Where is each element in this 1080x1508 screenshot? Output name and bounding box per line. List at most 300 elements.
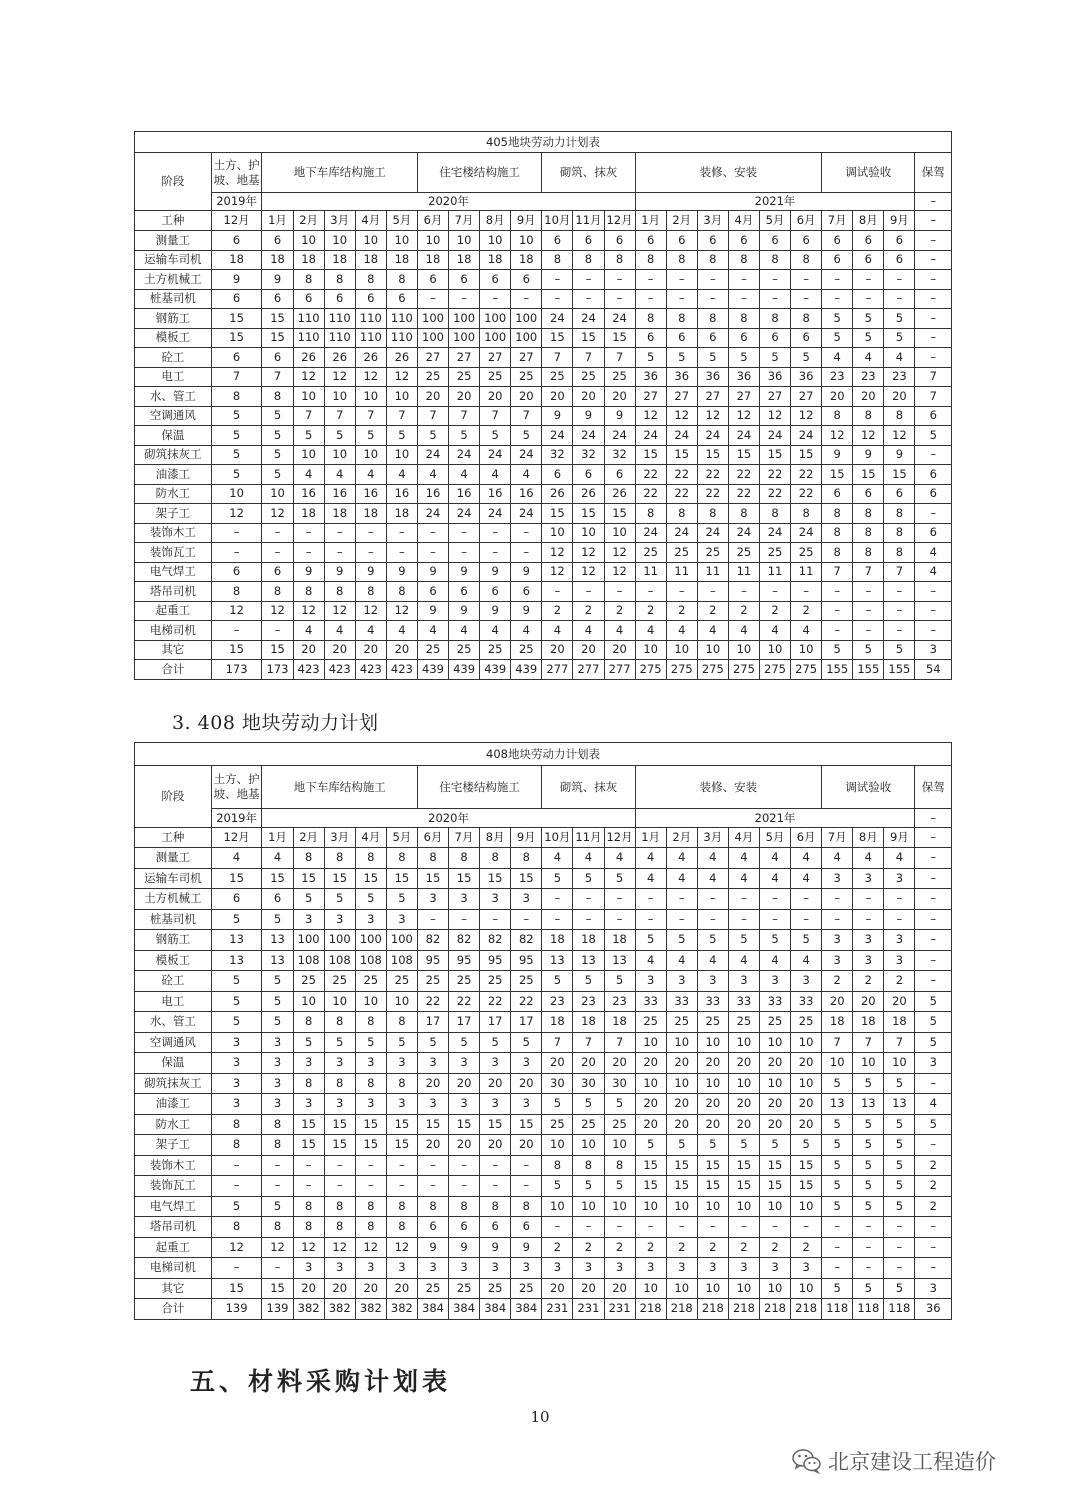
cell-value: – [262, 523, 293, 543]
cell-value: 9 [480, 562, 511, 582]
cell-value: – [262, 621, 293, 641]
cell-value: – [573, 889, 604, 910]
cell-value: 8 [386, 1073, 417, 1094]
cell-value: – [915, 328, 952, 348]
cell-value: 12 [697, 406, 728, 426]
cell-value: – [417, 523, 448, 543]
cell-value: 20 [573, 640, 604, 660]
cell-value: 24 [759, 523, 790, 543]
month-header: 5月 [759, 211, 790, 231]
cell-value: 25 [293, 971, 324, 992]
table-row [135, 621, 952, 641]
month-header: 12月 [211, 211, 262, 231]
cell-value: 30 [573, 1073, 604, 1094]
cell-value: 5 [666, 1135, 697, 1156]
cell-value: – [324, 523, 355, 543]
cell-value: 18 [511, 250, 542, 270]
cell-value: 20 [386, 1278, 417, 1299]
cell-value: 382 [324, 1299, 355, 1320]
trade-name: 砼工 [135, 971, 212, 992]
cell-value: 25 [573, 367, 604, 387]
cell-value: 5 [480, 426, 511, 446]
cell-value: 24 [635, 426, 666, 446]
cell-value: 15 [573, 504, 604, 524]
cell-value: – [697, 1217, 728, 1238]
cell-value: 20 [697, 1053, 728, 1074]
cell-value: 25 [604, 1114, 635, 1135]
cell-value: 110 [386, 309, 417, 329]
cell-value: 22 [480, 991, 511, 1012]
cell-value: 25 [480, 367, 511, 387]
cell-value: – [449, 289, 480, 309]
cell-value: 7 [915, 387, 952, 407]
table-row [135, 231, 952, 251]
trade-name: 其它 [135, 640, 212, 660]
cell-value: 3 [355, 1094, 386, 1115]
cell-value: 15 [262, 309, 293, 329]
cell-value: 5 [822, 328, 853, 348]
cell-value: 3 [822, 868, 853, 889]
cell-value: 22 [635, 465, 666, 485]
cell-value: – [697, 909, 728, 930]
table-row [135, 660, 952, 680]
cell-value: – [915, 289, 952, 309]
cell-value: – [853, 889, 884, 910]
cell-value: 15 [604, 504, 635, 524]
cell-value: 24 [666, 426, 697, 446]
cell-value: 25 [417, 971, 448, 992]
cell-value: 8 [853, 406, 884, 426]
cell-value: 10 [542, 1135, 573, 1156]
cell-value: 3 [511, 889, 542, 910]
cell-value: 18 [355, 504, 386, 524]
cell-value: 5 [262, 991, 293, 1012]
cell-value: 7 [417, 406, 448, 426]
cell-value: 9 [449, 1237, 480, 1258]
cell-value: 18 [604, 930, 635, 951]
trade-name: 水、管工 [135, 387, 212, 407]
cell-value: 3 [324, 909, 355, 930]
cell-value: 277 [604, 660, 635, 680]
cell-value: 36 [759, 367, 790, 387]
cell-value: 36 [791, 367, 822, 387]
cell-value: 3 [573, 1258, 604, 1279]
trade-name: 装饰木工 [135, 1155, 212, 1176]
cell-value: 3 [386, 1053, 417, 1074]
cell-value: 27 [417, 348, 448, 368]
cell-value: 4 [697, 621, 728, 641]
cell-value: 20 [697, 1114, 728, 1135]
cell-value: 10 [604, 523, 635, 543]
trade-label: 工种 [135, 828, 212, 848]
cell-value: 20 [511, 1135, 542, 1156]
cell-value: 6 [449, 582, 480, 602]
cell-value: 20 [759, 1094, 790, 1115]
cell-value: – [666, 270, 697, 290]
trade-name: 运输车司机 [135, 868, 212, 889]
trade-name: 空调通风 [135, 1032, 212, 1053]
cell-value: 10 [542, 523, 573, 543]
cell-value: 15 [666, 1155, 697, 1176]
table-row [135, 1299, 952, 1320]
cell-value: 26 [604, 484, 635, 504]
cell-value: 12 [211, 504, 262, 524]
cell-value: 5 [211, 991, 262, 1012]
cell-value: 10 [293, 991, 324, 1012]
cell-value: 4 [666, 868, 697, 889]
cell-value: 5 [511, 1032, 542, 1053]
cell-value: 24 [697, 523, 728, 543]
cell-value: 4 [386, 621, 417, 641]
month-header-row [135, 211, 952, 231]
cell-value: 6 [355, 289, 386, 309]
cell-value: 4 [293, 621, 324, 641]
cell-value: 20 [759, 1053, 790, 1074]
trade-name: 电气焊工 [135, 562, 212, 582]
cell-value: – [728, 1217, 759, 1238]
cell-value: 6 [417, 1217, 448, 1238]
cell-value: 6 [604, 231, 635, 251]
cell-value: 15 [293, 868, 324, 889]
cell-value: 6 [728, 231, 759, 251]
cell-value: 24 [480, 504, 511, 524]
cell-value: 3 [417, 889, 448, 910]
cell-value: – [915, 1073, 952, 1094]
cell-value: 15 [542, 504, 573, 524]
cell-value: – [449, 1176, 480, 1197]
cell-value: 9 [355, 562, 386, 582]
year-header: 2019年 [211, 193, 262, 211]
month-header: 5月 [386, 828, 417, 848]
cell-value: 18 [542, 1012, 573, 1033]
cell-value: 218 [791, 1299, 822, 1320]
trade-name: 桩基司机 [135, 289, 212, 309]
table-row [135, 1114, 952, 1135]
cell-value: 8 [666, 504, 697, 524]
table-row [135, 1217, 952, 1238]
trade-name: 砼工 [135, 348, 212, 368]
cell-value: 5 [449, 1032, 480, 1053]
cell-value: 15 [417, 868, 448, 889]
table-row [135, 250, 952, 270]
cell-value: – [915, 848, 952, 869]
cell-value: 12 [324, 367, 355, 387]
cell-value: 5 [604, 868, 635, 889]
cell-value: 5 [759, 930, 790, 951]
cell-value: – [759, 909, 790, 930]
cell-value: 4 [355, 465, 386, 485]
cell-value: 82 [511, 930, 542, 951]
cell-value: 22 [666, 484, 697, 504]
cell-value: 12 [635, 406, 666, 426]
cell-value: 439 [417, 660, 448, 680]
cell-value: 7 [386, 406, 417, 426]
cell-value: 16 [417, 484, 448, 504]
cell-value: 10 [728, 1073, 759, 1094]
cell-value: 13 [604, 950, 635, 971]
cell-value: 32 [604, 445, 635, 465]
cell-value: – [791, 582, 822, 602]
cell-value: 18 [417, 250, 448, 270]
cell-value: 5 [853, 309, 884, 329]
cell-value: 8 [386, 1012, 417, 1033]
cell-value: 218 [635, 1299, 666, 1320]
cell-value: 2 [791, 1237, 822, 1258]
cell-value: 22 [697, 484, 728, 504]
cell-value: 10 [211, 484, 262, 504]
trade-name: 电工 [135, 367, 212, 387]
cell-value: 12 [604, 562, 635, 582]
trade-name: 合计 [135, 660, 212, 680]
trade-name: 桩基司机 [135, 909, 212, 930]
cell-value: 7 [884, 562, 915, 582]
table-row [135, 1278, 952, 1299]
cell-value: 24 [573, 309, 604, 329]
cell-value: 12 [542, 543, 573, 563]
cell-value: 15 [853, 465, 884, 485]
month-header: 7月 [822, 211, 853, 231]
cell-value: – [449, 1155, 480, 1176]
cell-value: 24 [728, 426, 759, 446]
cell-value: 12 [355, 367, 386, 387]
cell-value: 4 [449, 465, 480, 485]
cell-value: 10 [293, 231, 324, 251]
cell-value: 22 [511, 991, 542, 1012]
cell-value: 3 [853, 930, 884, 951]
cell-value: 10 [697, 1278, 728, 1299]
cell-value: 173 [262, 660, 293, 680]
cell-value: 3 [822, 950, 853, 971]
cell-value: 5 [884, 1135, 915, 1156]
cell-value: 6 [822, 484, 853, 504]
cell-value: 4 [635, 621, 666, 641]
cell-value: 5 [573, 868, 604, 889]
cell-value: 5 [386, 426, 417, 446]
cell-value: 100 [324, 930, 355, 951]
cell-value: 12 [211, 601, 262, 621]
cell-value: 25 [728, 1012, 759, 1033]
cell-value: 25 [697, 543, 728, 563]
cell-value: 15 [355, 868, 386, 889]
cell-value: – [884, 621, 915, 641]
cell-value: – [386, 1155, 417, 1176]
cell-value: 7 [573, 348, 604, 368]
trade-name: 测量工 [135, 231, 212, 251]
stage-header: 地下车库结构施工 [262, 153, 417, 193]
month-header: 6月 [791, 828, 822, 848]
chapter-heading: 五、材料采购计划表 [190, 1367, 452, 1396]
cell-value: 5 [293, 1032, 324, 1053]
cell-value: 8 [635, 504, 666, 524]
cell-value: 218 [697, 1299, 728, 1320]
month-header: 6月 [417, 211, 448, 231]
cell-value: 25 [417, 367, 448, 387]
cell-value: 10 [635, 1073, 666, 1094]
cell-value: 3 [262, 1032, 293, 1053]
cell-value: 5 [262, 465, 293, 485]
cell-value: 3 [324, 1094, 355, 1115]
cell-value: 20 [355, 1278, 386, 1299]
cell-value: 10 [884, 1053, 915, 1074]
month-header: 3月 [324, 211, 355, 231]
cell-value: 3 [211, 1032, 262, 1053]
month-header: – [915, 828, 952, 848]
cell-value: 4 [635, 950, 666, 971]
cell-value: 8 [417, 848, 448, 869]
cell-value: 5 [697, 348, 728, 368]
cell-value: 15 [211, 1278, 262, 1299]
cell-value: 33 [791, 991, 822, 1012]
cell-value: 6 [417, 582, 448, 602]
cell-value: – [853, 909, 884, 930]
cell-value: 5 [853, 328, 884, 348]
cell-value: 22 [666, 465, 697, 485]
cell-value: 20 [511, 1073, 542, 1094]
cell-value: 25 [324, 971, 355, 992]
cell-value: 10 [728, 1196, 759, 1217]
cell-value: 12 [293, 601, 324, 621]
cell-value: 15 [728, 445, 759, 465]
cell-value: 4 [728, 848, 759, 869]
year-header: 2020年 [262, 193, 635, 211]
cell-value: 20 [604, 640, 635, 660]
month-header: 2月 [293, 828, 324, 848]
cell-value: 3 [386, 909, 417, 930]
cell-value: 4 [791, 950, 822, 971]
cell-value: 13 [884, 1094, 915, 1115]
cell-value: – [853, 289, 884, 309]
cell-value: 26 [573, 484, 604, 504]
cell-value: 9 [480, 1237, 511, 1258]
cell-value: 12 [262, 601, 293, 621]
cell-value: 9 [417, 562, 448, 582]
cell-value: – [324, 1176, 355, 1197]
cell-value: 5 [262, 971, 293, 992]
cell-value: 6 [324, 289, 355, 309]
cell-value: – [293, 523, 324, 543]
cell-value: 24 [759, 426, 790, 446]
cell-value: – [449, 523, 480, 543]
cell-value: 7 [822, 1032, 853, 1053]
cell-value: 8 [293, 1196, 324, 1217]
table-row [135, 426, 952, 446]
cell-value: 2 [884, 971, 915, 992]
cell-value: 6 [293, 289, 324, 309]
cell-value: 6 [211, 231, 262, 251]
cell-value: 5 [262, 1012, 293, 1033]
cell-value: 382 [386, 1299, 417, 1320]
year-header: 2021年 [635, 809, 915, 828]
table-row [135, 1053, 952, 1074]
cell-value: 10 [262, 484, 293, 504]
cell-value: 24 [791, 426, 822, 446]
cell-value: 27 [480, 348, 511, 368]
stage-header-row [135, 766, 952, 809]
cell-value: 4 [915, 562, 952, 582]
cell-value: 24 [449, 445, 480, 465]
cell-value: 20 [417, 1135, 448, 1156]
cell-value: 11 [728, 562, 759, 582]
cell-value: 9 [511, 601, 542, 621]
cell-value: 3 [604, 1258, 635, 1279]
cell-value: 22 [791, 465, 822, 485]
cell-value: 10 [666, 1073, 697, 1094]
year-header: – [915, 193, 952, 211]
cell-value: 5 [604, 1094, 635, 1115]
cell-value: – [915, 889, 952, 910]
cell-value: 6 [386, 289, 417, 309]
cell-value: 277 [542, 660, 573, 680]
cell-value: 5 [759, 1135, 790, 1156]
cell-value: 15 [480, 868, 511, 889]
cell-value: 10 [635, 640, 666, 660]
cell-value: 12 [759, 406, 790, 426]
cell-value: 10 [666, 640, 697, 660]
cell-value: 9 [542, 406, 573, 426]
cell-value: – [604, 889, 635, 910]
table-row [135, 601, 952, 621]
cell-value: 10 [853, 1053, 884, 1074]
cell-value: 12 [293, 1237, 324, 1258]
cell-value: – [417, 289, 448, 309]
trade-name: 电工 [135, 991, 212, 1012]
cell-value: 5 [355, 889, 386, 910]
cell-value: 4 [759, 621, 790, 641]
cell-value: 4 [262, 848, 293, 869]
cell-value: 20 [884, 991, 915, 1012]
cell-value: – [449, 543, 480, 563]
cell-value: 12 [573, 543, 604, 563]
cell-value: 4 [728, 868, 759, 889]
cell-value: 155 [884, 660, 915, 680]
cell-value: 6 [884, 250, 915, 270]
cell-value: 13 [573, 950, 604, 971]
cell-value: – [355, 1155, 386, 1176]
cell-value: 9 [211, 270, 262, 290]
cell-value: 20 [355, 640, 386, 660]
cell-value: 13 [853, 1094, 884, 1115]
cell-value: 231 [542, 1299, 573, 1320]
cell-value: 20 [542, 1053, 573, 1074]
cell-value: 22 [635, 484, 666, 504]
table-row [135, 387, 952, 407]
cell-value: 7 [853, 562, 884, 582]
cell-value: 20 [666, 1114, 697, 1135]
cell-value: 5 [573, 1176, 604, 1197]
cell-value: – [511, 909, 542, 930]
cell-value: – [666, 582, 697, 602]
cell-value: 12 [822, 426, 853, 446]
cell-value: 10 [728, 640, 759, 660]
cell-value: 3 [480, 1258, 511, 1279]
cell-value: 10 [728, 1278, 759, 1299]
cell-value: 2 [635, 601, 666, 621]
cell-value: 24 [511, 445, 542, 465]
trade-name: 架子工 [135, 1135, 212, 1156]
cell-value: – [604, 582, 635, 602]
cell-value: – [417, 1155, 448, 1176]
table-row [135, 1155, 952, 1176]
cell-value: 5 [822, 1073, 853, 1094]
cell-value: 7 [262, 367, 293, 387]
cell-value: 27 [511, 348, 542, 368]
cell-value: – [573, 1217, 604, 1238]
cell-value: 10 [728, 1032, 759, 1053]
cell-value: – [791, 289, 822, 309]
trade-name: 塔吊司机 [135, 1217, 212, 1238]
cell-value: 8 [324, 1217, 355, 1238]
month-header: 10月 [542, 211, 573, 231]
